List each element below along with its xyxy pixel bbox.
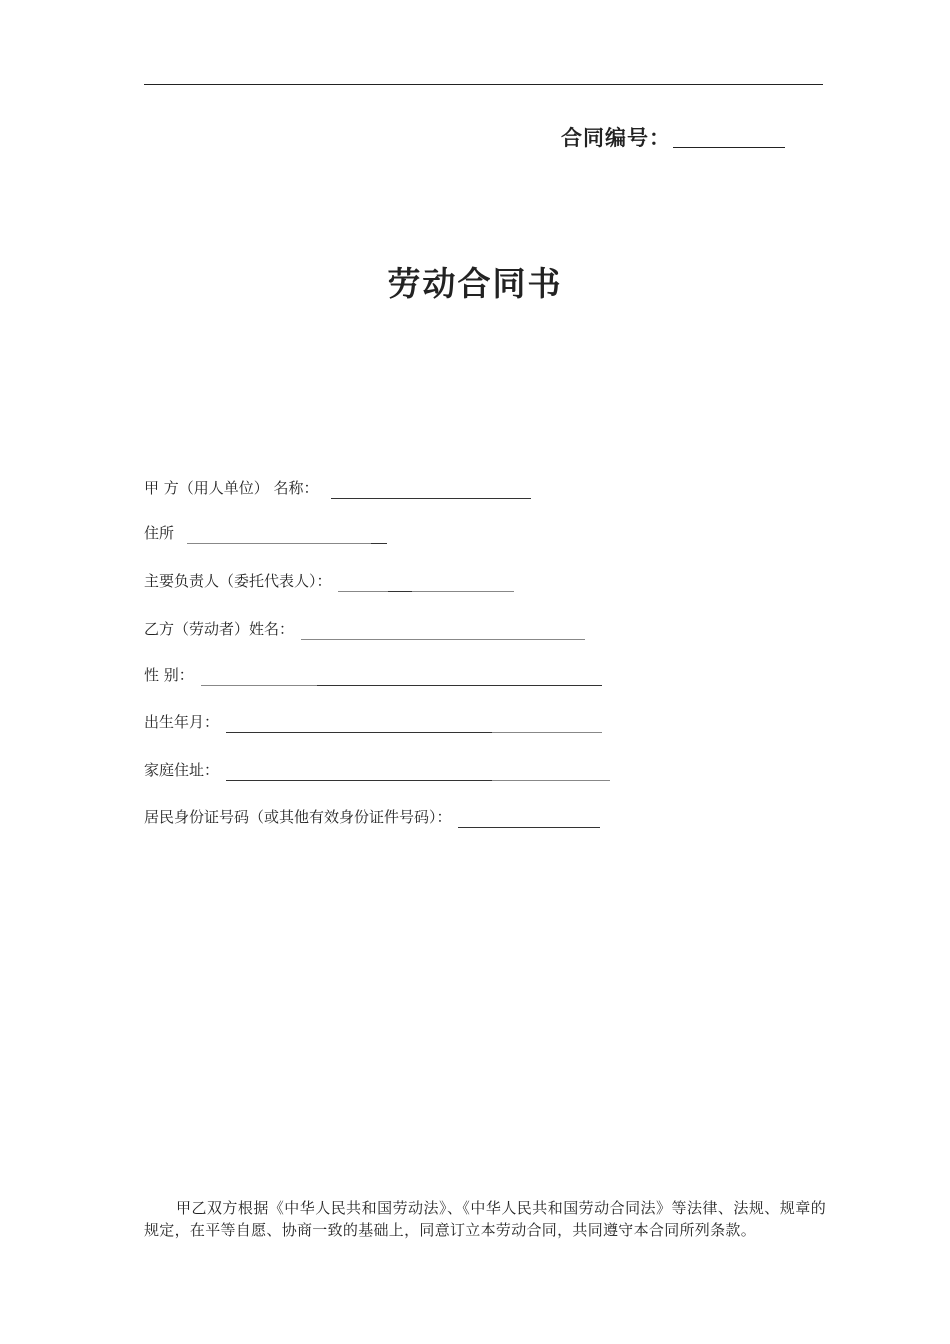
id-number-blank[interactable] <box>458 810 600 828</box>
field-gender <box>144 664 602 686</box>
principal-blank[interactable] <box>338 574 388 592</box>
party-b-name-label: 乙方（劳动者）姓名： <box>144 620 295 638</box>
contract-number <box>561 122 785 152</box>
field-party-a-name <box>144 477 531 499</box>
header-rule <box>144 84 823 85</box>
principal-blank-mid <box>388 574 412 592</box>
party-b-name-blank[interactable] <box>301 622 585 640</box>
address-blank-end <box>371 526 387 544</box>
gender-blank[interactable] <box>201 668 317 686</box>
party-a-name-blank[interactable] <box>331 481 531 499</box>
home-address-blank[interactable] <box>226 763 492 781</box>
principal-label: 主要负责人（委托代表人）： <box>144 572 332 590</box>
party-a-name-label: 甲 方（用人单位） 名称： <box>144 479 319 497</box>
address-label: 住所 <box>144 524 175 542</box>
birth-blank[interactable] <box>226 715 492 733</box>
field-birth <box>144 711 602 733</box>
field-principal <box>144 570 514 592</box>
id-number-label: 居民身份证号码（或其他有效身份证件号码）： <box>144 808 452 826</box>
address-blank[interactable] <box>187 526 371 544</box>
gender-label: 性 别： <box>144 666 194 684</box>
birth-label: 出生年月： <box>144 713 220 731</box>
home-address-blank-end <box>492 763 610 781</box>
gender-blank-end <box>317 668 602 686</box>
home-address-label: 家庭住址： <box>144 761 220 779</box>
document-title: 劳动合同书 <box>387 264 563 303</box>
contract-number-label: 合同编号： <box>561 126 671 150</box>
field-home-address <box>144 759 610 781</box>
preamble-paragraph: 甲乙双方根据《中华人民共和国劳动法》、《中华人民共和国劳动合同法》等法律、法规、规章的规定，在平等自愿、协商一致的基础上，同意订立本劳动合同，共同遵守本合同所列条款。 <box>144 1199 826 1239</box>
principal-blank-end <box>412 574 514 592</box>
birth-blank-end <box>492 715 602 733</box>
field-party-b-name <box>144 618 585 640</box>
field-id-number <box>144 806 600 828</box>
field-address <box>144 522 387 544</box>
contract-number-blank[interactable] <box>673 147 785 148</box>
